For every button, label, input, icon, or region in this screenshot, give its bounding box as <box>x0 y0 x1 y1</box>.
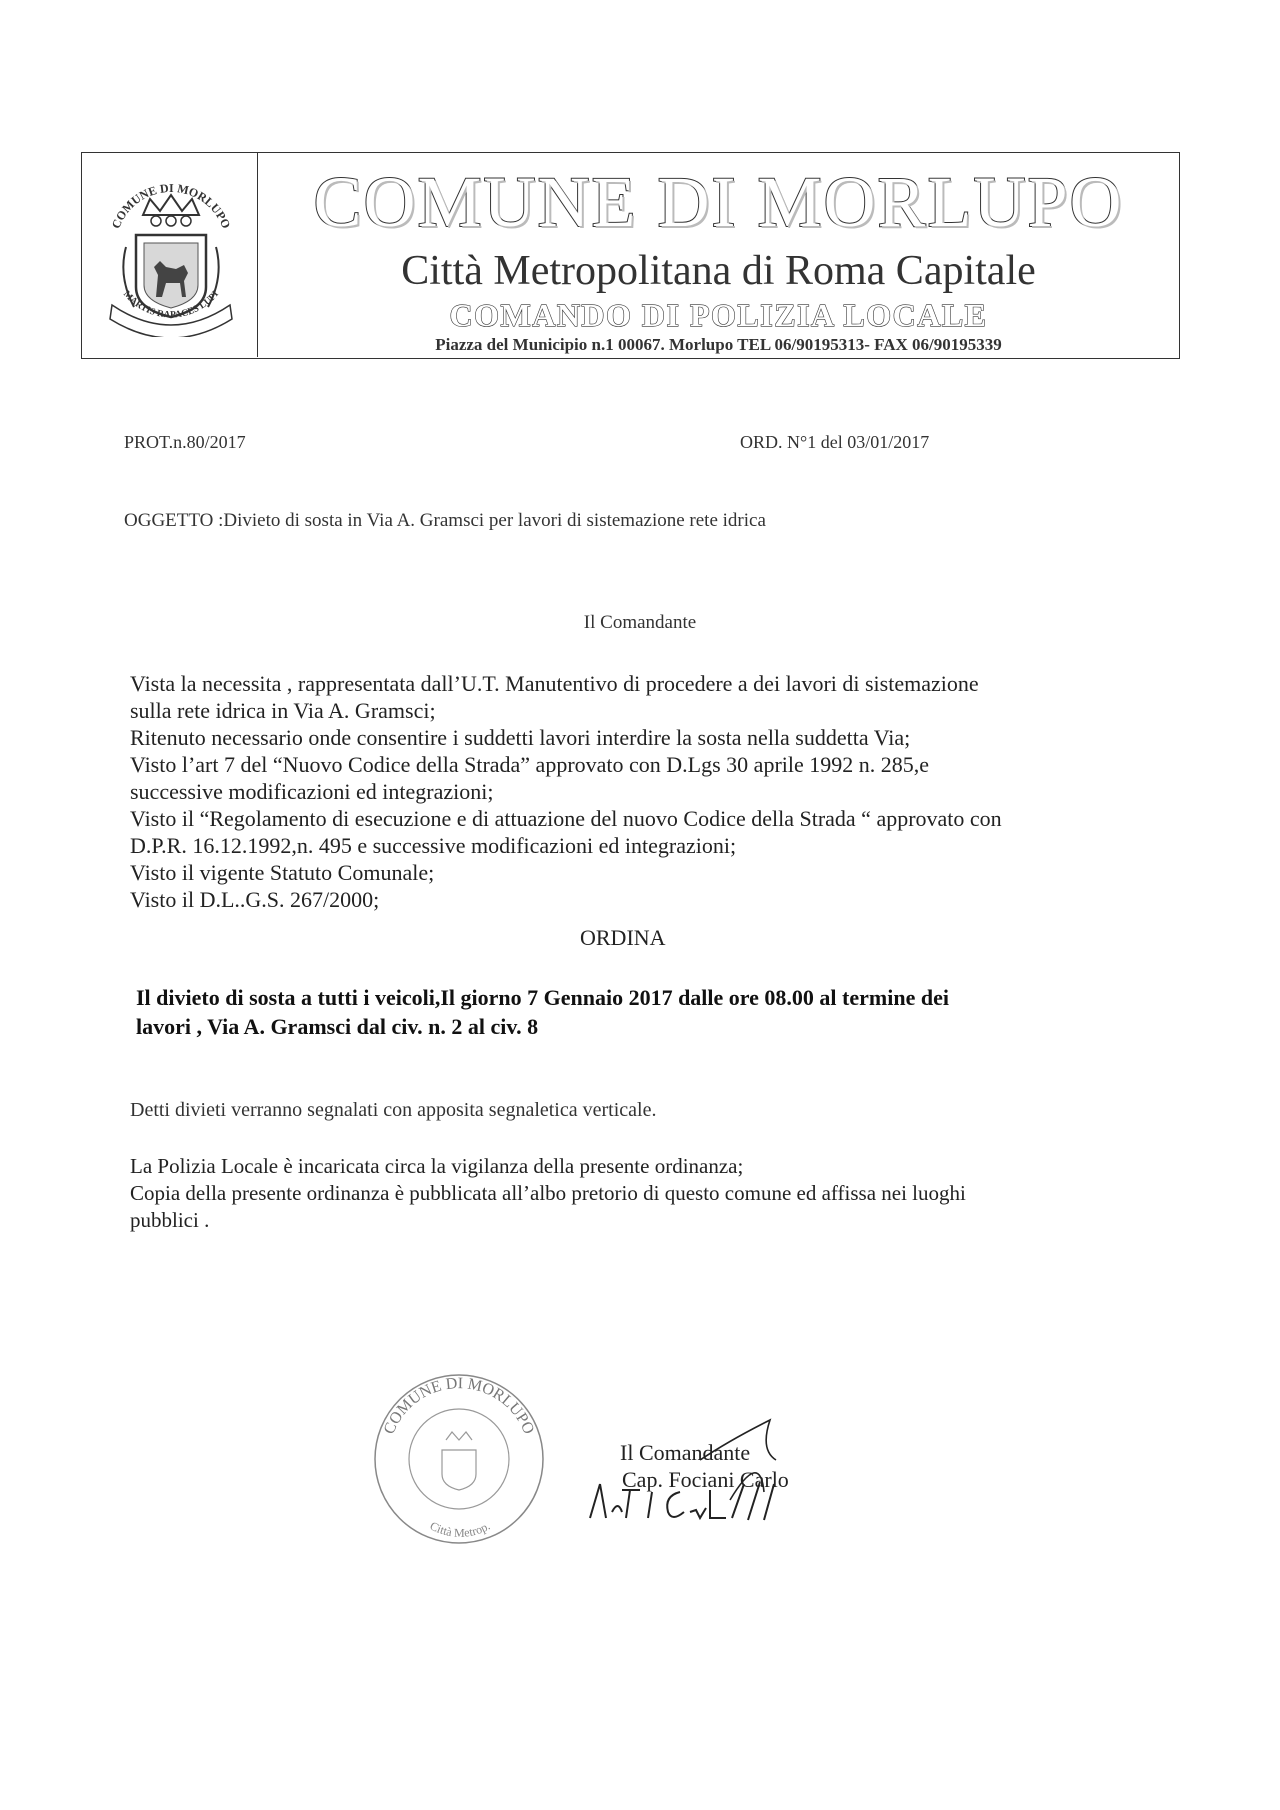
body-line: Visto l’art 7 del “Nuovo Codice della Strada” approvato con D.Lgs 30 aprile 1992 n. 285,e <box>130 752 930 777</box>
official-stamp <box>370 1370 548 1548</box>
metropolitan-city-subtitle: Città Metropolitana di Roma Capitale <box>401 248 1036 294</box>
municipality-title: COMUNE DI MORLUPO <box>313 162 1124 242</box>
closing-provisions <box>130 1153 1160 1234</box>
letterhead <box>81 152 1180 359</box>
body-line: Vista la necessita , rappresentata dall’U.T. Manutentivo di procedere a dei lavori di sistemazione <box>130 671 979 696</box>
svg-text:Città Metrop.: Città Metrop. <box>427 1518 493 1540</box>
ordina-heading: ORDINA <box>580 925 666 950</box>
body-line: sulla rete idrica in Via A. Gramsci; <box>130 698 436 723</box>
order-line: Il divieto di sosta a tutti i veicoli,Il giorno 7 Gennaio 2017 dalle ore 08.00 al termine dei <box>136 985 949 1010</box>
contact-address: Piazza del Municipio n.1 00067. Morlupo TEL 06/90195313- FAX 06/90195339 <box>435 335 1002 354</box>
signatory-title: Il Comandante <box>620 1440 751 1465</box>
municipal-crest-logo <box>98 177 244 337</box>
body-line: successive modificazioni ed integrazioni; <box>130 779 494 804</box>
body-line: Ritenuto necessario onde consentire i suddetti lavori interdire la sosta nella suddetta Via; <box>130 725 911 750</box>
svg-text:COMUNE DI MORLUPO: COMUNE DI MORLUPO <box>380 1375 538 1437</box>
signatory-name: Cap. Fociani Carlo <box>622 1467 789 1492</box>
final-line: La Polizia Locale è incaricata circa la vigilanza della presente ordinanza; <box>130 1154 744 1178</box>
issuer-title: Il Comandante <box>583 612 697 633</box>
order-line: lavori , Via A. Gramsci dal civ. n. 2 al civ. 8 <box>136 1014 539 1039</box>
svg-text:MARTIS RAPACES LUPI: MARTIS RAPACES LUPI <box>121 289 221 321</box>
order-number-date: ORD. N°1 del 03/01/2017 <box>740 432 930 452</box>
order-provision <box>136 983 1096 1041</box>
body-line: Visto il vigente Statuto Comunale; <box>130 860 435 885</box>
final-line: Copia della presente ordinanza è pubblicata all’albo pretorio di questo comune ed affissa nei luoghi <box>130 1181 966 1205</box>
handwritten-signature <box>560 1400 800 1530</box>
final-line: pubblici . <box>130 1208 210 1232</box>
subject-line: OGGETTO :Divieto di sosta in Via A. Gramsci per lavori di sistemazione rete idrica <box>124 510 766 531</box>
protocol-number: PROT.n.80/2017 <box>124 432 246 452</box>
body-line: D.P.R. 16.12.1992,n. 495 e successive modificazioni ed integrazioni; <box>130 833 737 858</box>
body-line: Visto il D.L..G.S. 267/2000; <box>130 887 380 912</box>
police-command-heading: COMANDO DI POLIZIA LOCALE <box>449 297 988 333</box>
logo-cell <box>82 153 258 357</box>
whereas-clauses <box>130 670 1150 913</box>
svg-text:COMUNE DI MORLUPO: COMUNE DI MORLUPO <box>108 180 234 231</box>
signage-note: Detti divieti verranno segnalati con apposita segnaletica verticale. <box>130 1099 657 1121</box>
body-line: Visto il “Regolamento di esecuzione e di attuazione del nuovo Codice della Strada “ approvato con <box>130 806 1002 831</box>
